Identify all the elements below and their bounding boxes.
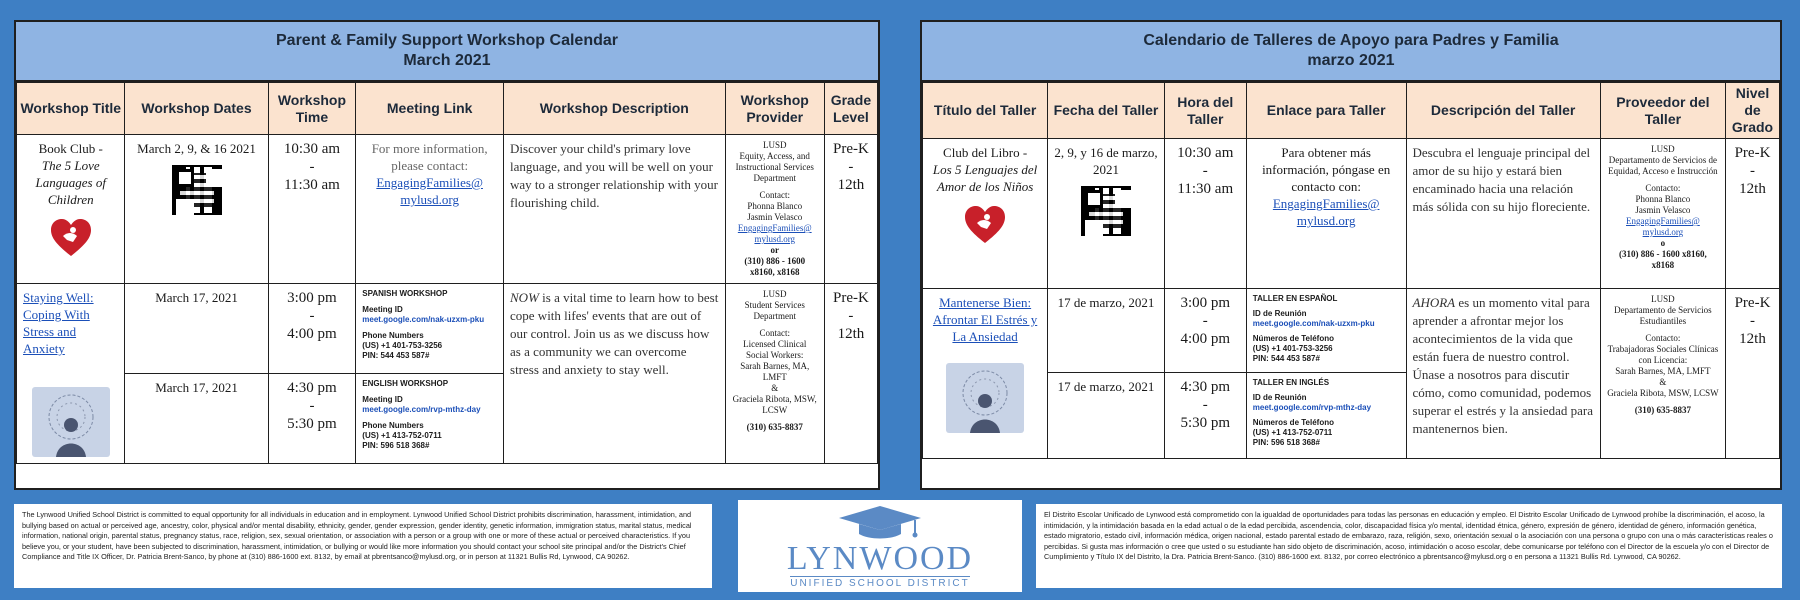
time-start: 4:30 pm (1180, 379, 1231, 395)
workshop-time-cell (1164, 373, 1246, 459)
header-workshop-dates: Fecha del Taller (1048, 83, 1165, 139)
spanish-meet-link[interactable]: meet.google.com/nak-uzxm-pku (1252, 319, 1375, 328)
header-meeting-link: Enlace para Taller (1246, 83, 1406, 139)
provider-or: o (1660, 238, 1666, 248)
provider-line: LUSD (762, 140, 787, 150)
logo-name: LYNWOOD (786, 540, 974, 577)
grade-bottom: 12th (837, 326, 865, 342)
workshop-dates: March 2, 9, & 16 2021 (137, 141, 256, 156)
header-workshop-time: Hora del Taller (1164, 83, 1246, 139)
header-workshop-description: Workshop Description (504, 83, 726, 135)
provider-line: Contact: (759, 190, 790, 200)
graduation-cap-icon (835, 504, 925, 540)
provider-line: & (771, 383, 779, 393)
phone-numbers-label: Números de Teléfono (1252, 334, 1334, 343)
time-start: 4:30 pm (287, 380, 337, 396)
header-workshop-time: Workshop Time (268, 83, 356, 135)
time-dash: - (1202, 163, 1208, 179)
provider-line: Contacto: (1645, 333, 1681, 343)
stressed-person-illustration (946, 363, 1024, 433)
grade-dash: - (848, 308, 854, 324)
qr-code-icon[interactable] (1081, 186, 1131, 236)
grade-level-cell (824, 284, 877, 464)
heart-hand-icon (49, 218, 93, 258)
workshop-description: Descubra el lenguaje principal del amor de su hijo y estará bien encaminado hacia una relación más sólida con su hijo floreciente. (1406, 139, 1600, 289)
workshop-title-cell (17, 135, 125, 284)
phone-numbers-label: Números de Teléfono (1252, 418, 1334, 427)
spanish-workshop-cell (1246, 289, 1406, 373)
table-header-row (923, 83, 1780, 139)
english-meet-link[interactable]: meet.google.com/rvp-mthz-day (1252, 403, 1372, 412)
workshop-description (1406, 289, 1600, 459)
provider-line: Departamento de Servicios Estudiantiles (1614, 305, 1712, 326)
workshop-title-cell (923, 139, 1048, 289)
engaging-families-email-link[interactable]: EngagingFamilies@ mylusd.org (1272, 196, 1380, 228)
spanish-workshop-heading: SPANISH WORKSHOP (362, 289, 448, 298)
workshop-dates: 2, 9, y 16 de marzo, 2021 (1054, 145, 1158, 177)
engaging-families-email-link[interactable]: EngagingFamilies@ mylusd.org (376, 175, 483, 207)
header-workshop-title: Workshop Title (17, 83, 125, 135)
provider-line: LUSD (762, 289, 787, 299)
workshop-provider-cell (1600, 139, 1725, 289)
spanish-workshop-heading: TALLER EN ESPAÑOL (1252, 294, 1338, 303)
description-emphasis: NOW (510, 290, 539, 305)
calendar-panel-spanish (920, 20, 1782, 490)
stressed-person-illustration (32, 387, 110, 457)
workshop-time-cell (268, 374, 356, 464)
workshop-table (922, 82, 1780, 459)
workshop-title-cell (17, 284, 125, 464)
header-meeting-link: Meeting Link (356, 83, 504, 135)
provider-line: Contact: (759, 328, 790, 338)
provider-line: & (1659, 377, 1667, 387)
grade-top: Pre-K (833, 141, 869, 157)
provider-line: Trabajadoras Sociales Clínicas con Licencia: (1607, 344, 1719, 365)
provider-line: Graciela Ribota, MSW, LCSW (732, 394, 817, 415)
header-workshop-dates: Workshop Dates (125, 83, 268, 135)
time-start: 10:30 am (283, 141, 341, 157)
time-end: 4:00 pm (287, 326, 337, 342)
english-phone: (US) +1 413-752-0711 (1252, 428, 1333, 437)
mantenerse-bien-link[interactable]: Mantenerse Bien: Afrontar El Estrés y La Ansiedad (932, 295, 1038, 344)
workshop-provider-cell (725, 135, 824, 284)
workshop-dates-cell: March 17, 2021 (125, 284, 268, 374)
phone-numbers-label: Phone Numbers (362, 421, 424, 430)
provider-line: LUSD (1651, 144, 1675, 154)
provider-line: Licensed Clinical Social Workers: (743, 339, 807, 360)
english-meet-link[interactable]: meet.google.com/rvp-mthz-day (362, 405, 481, 414)
workshop-title-cell (923, 289, 1048, 459)
workshop-description (504, 284, 726, 464)
qr-code-icon[interactable] (172, 165, 222, 215)
provider-line: Departamento de Servicios de Equidad, Acceso e Instrucción (1608, 155, 1718, 176)
provider-or: or (770, 245, 779, 255)
english-pin: PIN: 596 518 368# (1252, 438, 1320, 447)
workshop-book-title: Los 5 Lenguajes del Amor de los Niños (932, 162, 1038, 194)
grade-dash: - (848, 159, 854, 175)
time-end: 5:30 pm (287, 416, 337, 432)
spanish-pin: PIN: 544 453 587# (362, 351, 430, 360)
calendar-title-band (16, 22, 878, 82)
provider-email-link[interactable]: EngagingFamilies@ mylusd.org (737, 223, 812, 244)
link-intro: Para obtener más información, póngase en contacto con: (1262, 145, 1391, 194)
time-end: 5:30 pm (1180, 415, 1231, 431)
provider-phone: (310) 635-8837 (1634, 405, 1692, 415)
grade-level-cell (1726, 289, 1780, 459)
time-dash: - (1202, 397, 1208, 413)
provider-line: Phonna Blanco (747, 201, 803, 211)
header-workshop-description: Descripción del Taller (1406, 83, 1600, 139)
provider-line: Jasmin Velasco (1635, 205, 1691, 215)
calendar-title-band (922, 22, 1780, 82)
staying-well-link[interactable]: Staying Well: Coping With Stress and Anxiety (23, 290, 94, 356)
spanish-phone: (US) +1 401-753-3256 (362, 341, 443, 350)
workshop-time-cell (268, 135, 356, 284)
table-row (17, 135, 878, 284)
workshop-time-cell (268, 284, 356, 374)
grade-top: Pre-K (833, 290, 869, 306)
english-phone: (US) +1 413-752-0711 (362, 431, 442, 440)
grade-bottom: 12th (1739, 331, 1766, 347)
provider-phone: (310) 886 - 1600 x8160, x8168 (744, 256, 806, 277)
grade-top: Pre-K (1734, 295, 1771, 311)
provider-line: Sarah Barnes, MA, LMFT (740, 361, 810, 382)
description-emphasis: AHORA (1412, 295, 1456, 310)
english-pin: PIN: 596 518 368# (362, 441, 430, 450)
nondiscrimination-notice-spanish: El Distrito Escolar Unificado de Lynwood está comprometido con la igualdad de oportunidades para todas las personas en educación y empleo. El Distrito Escolar Unificado de Lynwood prohíbe la discriminación, el acoso, la intimidación, y la intimidación basada en la edad actual o de la edad percibida, ascendencia, color, discapacidad física y/o mental, identidad étnica, género, expresión de género, identidad de género, información genética, estado migratorio, estado civil, información médica, origen nacional, estado parental estado de embarazo, raza, religión, sexo, orientación sexual o la asociación con una persona o grupo con una o más características reales o percibidas. Si gusta mas información o cree que usted o su estudiante han sido objeto de discriminación, acoso, intimidación o acoso escolar, debe comunicarse por teléfono con el Director de la escuela y/o con el Director de Cumplimiento y Título IX del Distrito, la Dra. Patricia Brent-Sanco. (310) 886-1600 ext. 8132, por correo electrónico a pbrentsanco@mylusd.org o en persona a 11321 Bullis Rd. Lynwood, CA 90262. (1036, 504, 1782, 588)
workshop-table (16, 82, 878, 464)
table-header-row (17, 83, 878, 135)
description-text: es un momento vital para aprender a afrontar mejor los acontecimientos de la vida que están fuera de nuestro control. Únase a nosotros para discutir cómo, como comunidad, podemos superar el estrés y la ansiedad para mantenernos bien. (1412, 295, 1593, 436)
provider-email-link[interactable]: EngagingFamilies@ mylusd.org (1626, 216, 1700, 237)
grade-level-cell (1726, 139, 1780, 289)
grade-bottom: 12th (1739, 181, 1766, 197)
time-end: 11:30 am (1177, 181, 1234, 197)
provider-line: Phonna Blanco (1635, 194, 1691, 204)
provider-line: Sarah Barnes, MA, LMFT (1615, 366, 1711, 376)
meeting-id-label: ID de Reunión (1252, 393, 1307, 402)
description-text: is a vital time to learn how to best cope with lifes' events that are out of our control. Join us as we discuss how as a community we can overcome stress and anxiety to stay well. (510, 290, 719, 377)
provider-phone: (310) 886 - 1600 x8160, x8168 (1619, 249, 1707, 270)
phone-numbers-label: Phone Numbers (362, 331, 424, 340)
time-end: 11:30 am (284, 177, 340, 193)
table-row (17, 284, 878, 374)
spanish-meet-link[interactable]: meet.google.com/nak-uzxm-pku (362, 315, 485, 324)
logo-subtitle: UNIFIED SCHOOL DISTRICT (790, 578, 970, 589)
provider-line: Student Services Department (744, 300, 805, 321)
provider-line: LUSD (1651, 294, 1675, 304)
calendar-title: Parent & Family Support Workshop Calendar (276, 32, 618, 49)
time-dash: - (309, 308, 315, 324)
workshop-dates-cell: March 17, 2021 (125, 374, 268, 464)
time-start: 10:30 am (1177, 145, 1234, 161)
table-row (923, 139, 1780, 289)
meeting-link-cell (1246, 139, 1406, 289)
workshop-book-title: The 5 Love Languages of Children (35, 158, 106, 207)
workshop-title: Book Club - (38, 141, 103, 156)
meeting-id-label: Meeting ID (362, 305, 403, 314)
time-start: 3:00 pm (1180, 295, 1231, 311)
nondiscrimination-notice-english: The Lynwood Unified School District is committed to equal opportunity for all individuals in education and in employment. Lynwood Unified School District prohibits discrimination, harassment, intimidation, and bullying based on actual or perceived age, ancestry, color, physical and/or mental disability, ethnicity, gender, gender expression, gender identity, genetic information, immigration status, marital status, medical information, national origin, parental status, pregnancy status, race, religion, sex, sexual orientation, or association with a person or a group with one or more of these actual or perceived characteristics. If you believe you, or your student, have been subjected to discrimination, harassment, intimidation, or bullying or would like more information you should contact your school site principal and/or the District's Chief Compliance and Title IX Officer, Dr. Patricia Brent-Sanco, by phone at (310) 886-1600 ext. 8132, by email at pbrentsanco@mylusd.org, or in person at 11321 Bullis Rd, Lynwood, CA 90262. (14, 504, 712, 588)
spanish-phone: (US) +1 401-753-3256 (1252, 344, 1333, 353)
provider-line: Equity, Access, and Instructional Services Department (735, 151, 814, 183)
meeting-link-cell (356, 135, 504, 284)
provider-line: Graciela Ribota, MSW, LCSW (1607, 388, 1719, 398)
header-grade-level: Grade Level (824, 83, 877, 135)
time-dash: - (309, 159, 315, 175)
spanish-workshop-cell (356, 284, 504, 374)
district-logo (738, 500, 1022, 592)
english-workshop-heading: TALLER EN INGLÉS (1252, 378, 1330, 387)
time-dash: - (309, 398, 315, 414)
table-row (923, 289, 1780, 373)
header-workshop-title: Título del Taller (923, 83, 1048, 139)
workshop-provider-cell (1600, 289, 1725, 459)
header-grade-level: Nivel de Grado (1726, 83, 1780, 139)
workshop-description: Discover your child's primary love language, and you will be well on your way to a stronger relationship with your flourishing child. (504, 135, 726, 284)
grade-bottom: 12th (837, 177, 865, 193)
grade-dash: - (1750, 163, 1755, 179)
workshop-dates-cell (1048, 139, 1165, 289)
english-workshop-cell (356, 374, 504, 464)
calendar-subtitle: March 2021 (403, 52, 491, 69)
workshop-time-cell (1164, 289, 1246, 373)
workshop-dates-cell: 17 de marzo, 2021 (1048, 289, 1165, 373)
spanish-pin: PIN: 544 453 587# (1252, 354, 1320, 363)
provider-line: Jasmin Velasco (747, 212, 803, 222)
grade-dash: - (1750, 313, 1755, 329)
workshop-provider-cell (725, 284, 824, 464)
grade-level-cell (824, 135, 877, 284)
header-workshop-provider: Proveedor del Taller (1600, 83, 1725, 139)
english-workshop-heading: ENGLISH WORKSHOP (362, 379, 449, 388)
calendar-panel-english (14, 20, 880, 490)
workshop-dates-cell (125, 135, 268, 284)
meeting-id-label: ID de Reunión (1252, 309, 1307, 318)
english-workshop-cell (1246, 373, 1406, 459)
heart-hand-icon (963, 205, 1007, 245)
header-workshop-provider: Workshop Provider (725, 83, 824, 135)
link-intro: For more information, please contact: (371, 141, 488, 173)
provider-line: Contacto: (1645, 183, 1681, 193)
time-start: 3:00 pm (287, 290, 337, 306)
meeting-id-label: Meeting ID (362, 395, 403, 404)
grade-top: Pre-K (1734, 145, 1771, 161)
calendar-subtitle: marzo 2021 (1307, 52, 1395, 69)
workshop-time-cell (1164, 139, 1246, 289)
provider-phone: (310) 635-8837 (746, 422, 803, 432)
workshop-dates-cell: 17 de marzo, 2021 (1048, 373, 1165, 459)
workshop-title: Club del Libro - (943, 145, 1028, 160)
time-end: 4:00 pm (1180, 331, 1231, 347)
calendar-title: Calendario de Talleres de Apoyo para Padres y Familia (1143, 32, 1559, 49)
time-dash: - (1202, 313, 1208, 329)
